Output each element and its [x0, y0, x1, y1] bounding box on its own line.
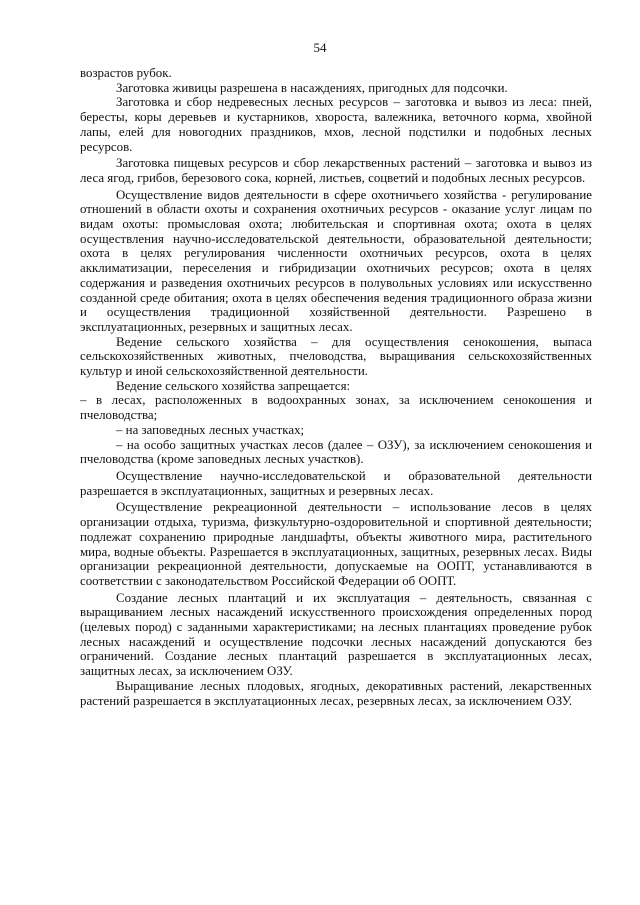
paragraph-agriculture: Ведение сельского хозяйства – для осуществления сенокошения, выпаса сельскохозяйственных животных, пчеловодства, выращивания сельскохозяйственных культур и иной сельскохозяйственной деятельности.: [80, 334, 592, 379]
page-number: 54: [313, 40, 327, 55]
page-body: [80, 66, 592, 708]
paragraph-food-resources: Заготовка пищевых ресурсов и сбор лекарственных растений – заготовка и вывоз из леса ягод, грибов, березового сока, корней, листьев, соцветий и подобных лесных ресурсов.: [80, 156, 592, 185]
list-item-water-protection: – в лесах, расположенных в водоохранных зонах, за исключением сенокошения и пчеловодства;: [80, 393, 592, 423]
paragraph-hunting: Осуществление видов деятельности в сфере охотничьего хозяйства - регулирование отношений в области охоты и сохранения охотничьих ресурсов - оказание услуг лицам по видам охоты: промысловая охота; любительская и спортивная охота; охота в целях осуществления научно-исследовательской деятельности, образовательной деятельности; охота в целях регулирования численности охотничьих ресурсов, охота в целях акклиматизации, переселения и гибридизации охотничьих ресурсов; охота в целях содержания и разведения охотничьих ресурсов в полувольных условиях или искусственно созданной среде обитания; охота в целях обеспечения ведения традиционного образа жизни и осуществления традиционной хозяйственной деятельности. Разрешено в эксплуатационных, резервных и защитных лесах.: [80, 187, 592, 334]
paragraph-resin: Заготовка живицы разрешена в насаждениях, пригодных для подсочки.: [116, 80, 508, 95]
paragraph-plantations: Создание лесных плантаций и их эксплуатация – деятельность, связанная с выращиванием лесных насаждений искусственного происхождения определенных пород (целевых пород) с заданными характеристиками; на лесных плантациях проведение рубок лесных насаждений и осуществление подсочки лесных насаждений допускаются без ограничений. Создание лесных плантаций разрешается в эксплуатационных лесах, защитных лесах, за исключением ОЗУ.: [80, 590, 592, 679]
list-item-ozu: – на особо защитных участках лесов (далее – ОЗУ), за исключением сенокошения и пчеловодства (кроме заповедных лесных участков).: [80, 437, 592, 467]
paragraph-recreation: Осуществление рекреационной деятельности – использование лесов в целях организации отдыха, туризма, физкультурно-оздоровительной и спортивной деятельности; подлежат сохранению природные ландшафты, объекты животного мира, растительного мира, водные объекты. Разрешается в эксплуатационных, защитных, резервных лесах. Виды организации рекреационной деятельности, допускаемые на ООПТ, устанавливаются в соответствии с законодательством Российской Федерации об ООПТ.: [80, 500, 592, 588]
list-item-reserved-plots: – на заповедных лесных участках;: [116, 422, 305, 437]
paragraph-research: Осуществление научно-исследовательской и образовательной деятельности разрешается в эксплуатационных, защитных и резервных лесах.: [80, 468, 592, 498]
paragraph-cultivation: Выращивание лесных плодовых, ягодных, декоративных растений, лекарственных растений разрешается в эксплуатационных лесах, резервных лесах, за исключением ОЗУ.: [80, 678, 592, 708]
paragraph-agriculture-prohibited: Ведение сельского хозяйства запрещается:: [116, 378, 351, 393]
paragraph-non-timber-resources: Заготовка и сбор недревесных лесных ресурсов – заготовка и вывоз из леса: пней, бересты, коры деревьев и кустарников, хвороста, валежника, веточного корма, хвойной лапы, елей для новогодних праздников, мхов, лесной подстилки и подобных лесных ресурсов.: [80, 95, 592, 154]
paragraph-cutting-ages: возрастов рубок.: [80, 66, 172, 80]
